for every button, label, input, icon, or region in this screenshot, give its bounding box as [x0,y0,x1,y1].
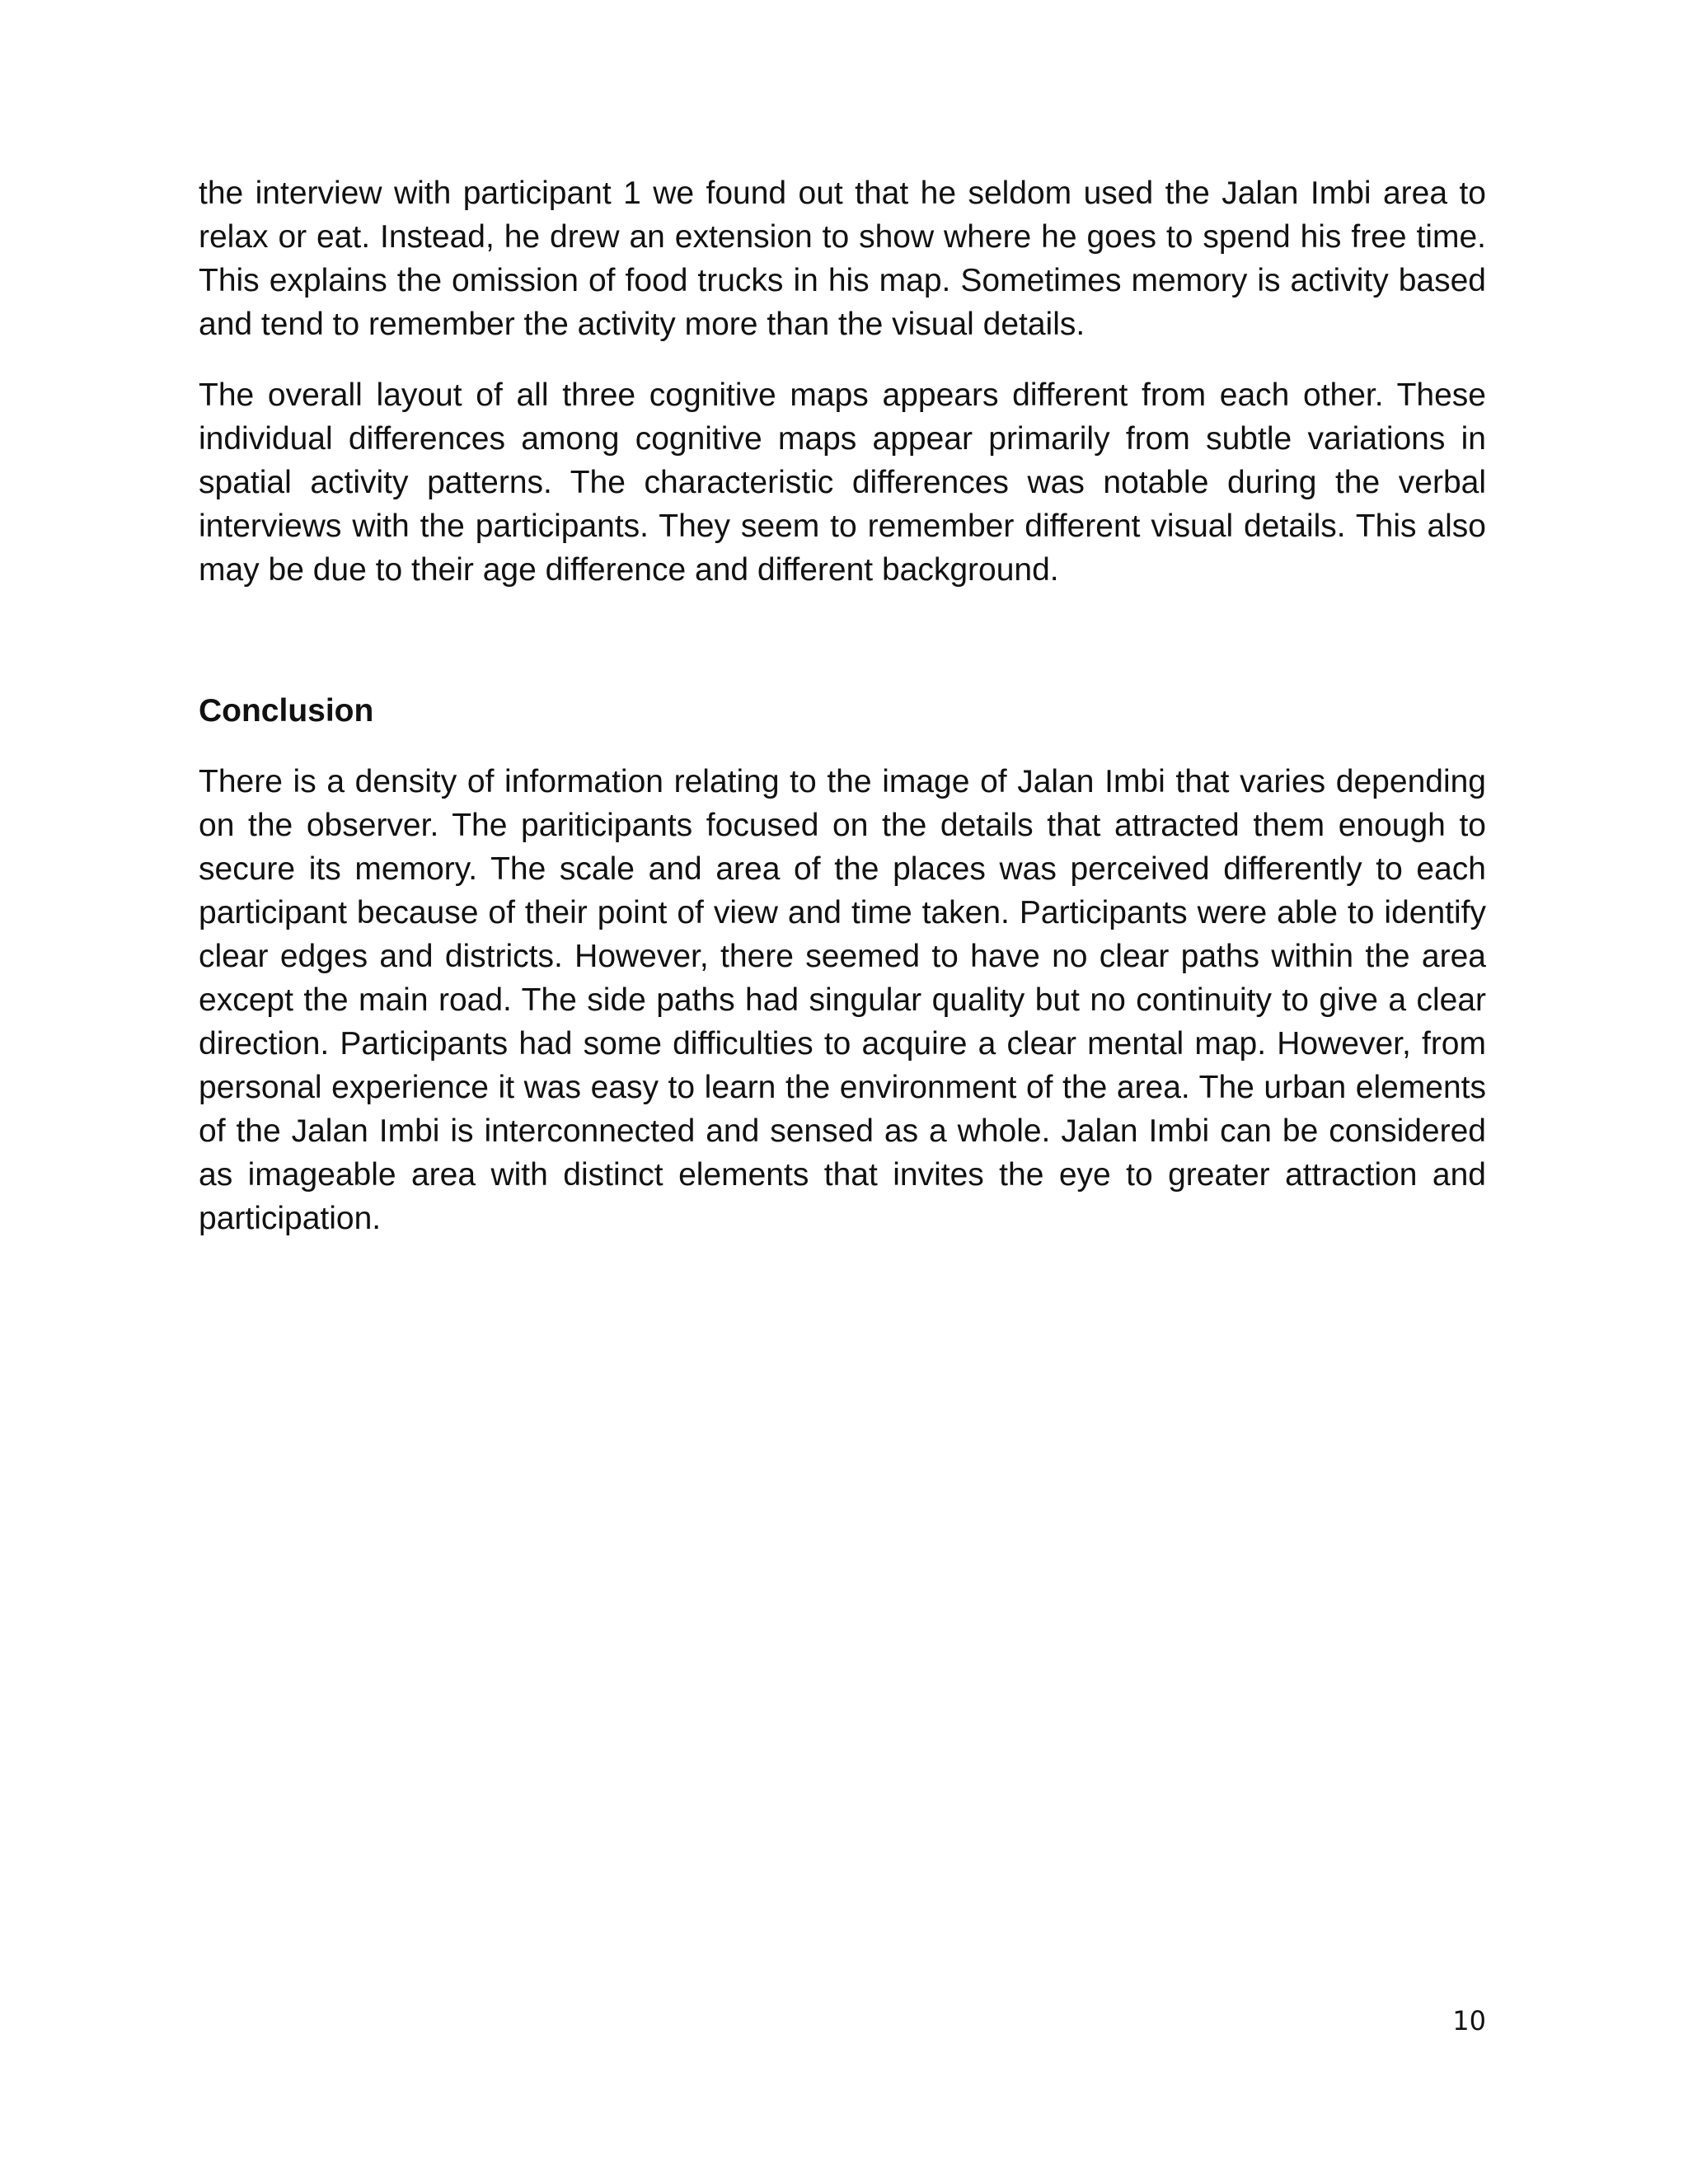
page-number: 10 [1452,2005,1486,2036]
paragraph-cognitive-maps: The overall layout of all three cognitive maps appears different from each other. These individual differences among cognitive maps appear primarily from subtle variations in spatial activity patterns. The characteristic differences was notable during the verbal interviews with the participants. They seem to remember different visual details. This also may be due to their age difference and different background. [199,377,1486,588]
paragraph-interview: the interview with participant 1 we found out that he seldom used the Jalan Imbi area to relax or eat. Instead, he drew an extension to show where he goes to spend his free time. This explains the omission of food trucks in his map. Sometimes memory is activity based and tend to remember the activity more than the visual details. [199,176,1486,342]
paragraph-conclusion: There is a density of information relating to the image of Jalan Imbi that varies depending on the observer. The pariticipants focused on the details that attracted them enough to secure its memory. The scale and area of the places was perceived differently to each participant because of their point of view and time taken. Participants were able to identify clear edges and districts. However, there seemed to have no clear paths within the area except the main road. The side paths had singular quality but no continuity to give a clear direction. Participants had some difficulties to acquire a clear mental map. However, from personal experience it was easy to learn the environment of the area. The urban elements of the Jalan Imbi is interconnected and sensed as a whole. Jalan Imbi can be considered as imageable area with distinct elements that invites the eye to greater attraction and participation. [199,764,1486,1236]
section-heading-conclusion: Conclusion [199,693,374,729]
page-content [199,171,1486,1240]
